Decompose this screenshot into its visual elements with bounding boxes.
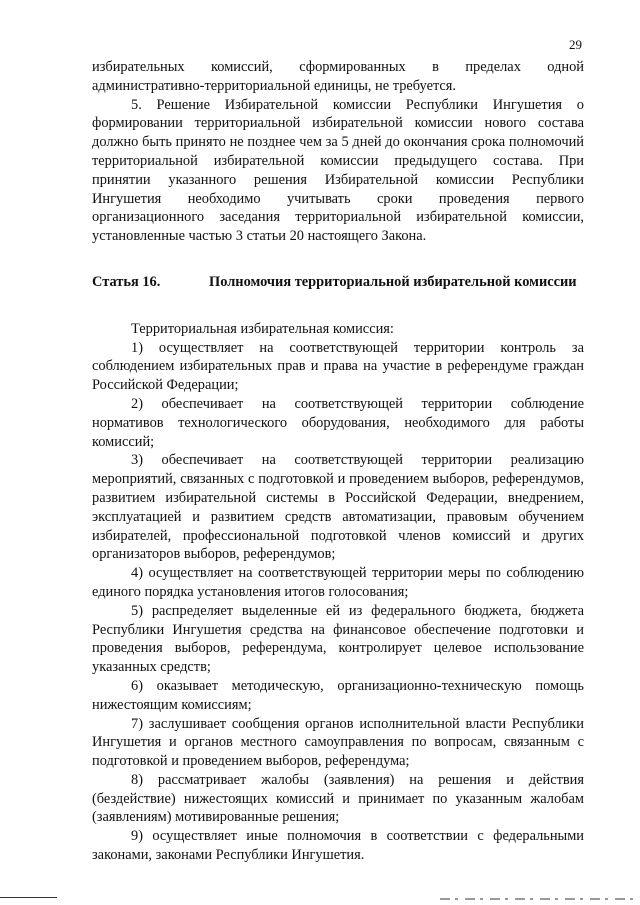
article-title: Полномочия территориальной избирательной комиссии bbox=[209, 273, 577, 290]
scan-artifact-dots bbox=[440, 898, 640, 900]
list-item: 2) обеспечивает на соответствующей территории соблюдение нормативов технологического оборудования, необходимого для работы комиссий; bbox=[92, 395, 584, 450]
list-item: 4) осуществляет на соответствующей территории меры по соблюдению единого порядка установления итогов голосования; bbox=[92, 565, 584, 600]
page-number: 29 bbox=[569, 37, 582, 52]
article-intro: Территориальная избирательная комиссия: bbox=[131, 320, 394, 337]
list-item: 3) обеспечивает на соответствующей территории реализацию мероприятий, связанных с подготовкой и проведением выборов, референдумов, развитием избирательной системы в Российской Федерации, внедрением, эксплуатацией и развитием средств автоматизации, правовым обучением избирателей, профессиональной подготовкой членов комиссий и других организаторов выборов, референдумов; bbox=[92, 452, 584, 563]
list-item: 8) рассматривает жалобы (заявления) на решения и действия (бездействие) нижестоящих комиссий и принимает по указанным жалобам (заявлениям) мотивированные решения; bbox=[92, 771, 584, 826]
paragraph-continuation: избирательных комиссий, сформированных в пределах одной административно-территориальной единицы, не требуется. bbox=[92, 59, 584, 94]
list-item: 6) оказывает методическую, организационно-техническую помощь нижестоящим комиссиям; bbox=[92, 677, 584, 713]
scan-edge-line bbox=[0, 897, 57, 898]
list-item: 7) заслушивает сообщения органов исполнительной власти Республики Ингушетия и органов местного самоуправления по вопросам, связанным с подготовкой и проведением выборов, референдума; bbox=[92, 715, 584, 770]
article-heading bbox=[92, 273, 584, 292]
paragraph-item-5: 5. Решение Избирательной комиссии Республики Ингушетия о формировании территориальной избирательной комиссии нового состава должно быть принято не позднее чем за 5 дней до окончания срока полномочий территориальной избирательной комиссии предыдущего состава. При принятии указанного решения Избирательной комиссии Республики Ингушетия необходимо учитывать сроки проведения первого организационного заседания территориальной избирательной комиссии, установленные частью 3 статьи 20 настоящего Закона. bbox=[92, 96, 584, 245]
article-number: Статья 16. bbox=[92, 273, 161, 290]
list-item: 9) осуществляет иные полномочия в соответствии с федеральными законами, законами Республики Ингушетия. bbox=[92, 828, 584, 864]
list-item: 5) распределяет выделенные ей из федерального бюджета, бюджета Республики Ингушетия средства на финансовое обеспечение подготовки и проведения выборов, референдума, контролирует целевое использование указанных средств; bbox=[92, 602, 584, 676]
list-item: 1) осуществляет на соответствующей территории контроль за соблюдением избирательных прав и права на участие в референдуме граждан Российской Федерации; bbox=[92, 339, 584, 394]
document-body bbox=[92, 58, 584, 865]
